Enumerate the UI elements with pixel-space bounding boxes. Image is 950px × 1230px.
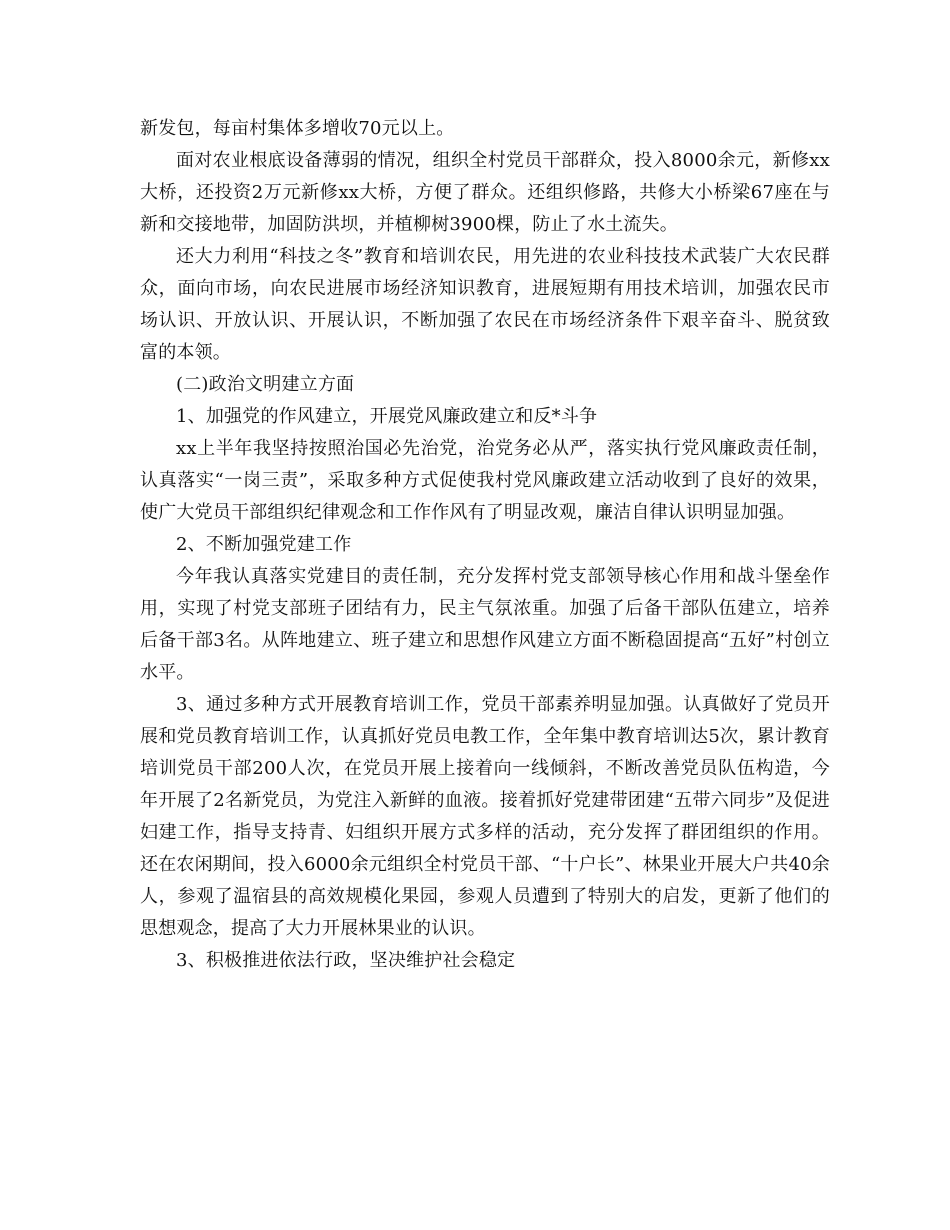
subsection-heading-2: 2、不断加强党建工作 [176,534,352,555]
paragraph-infrastructure: 面对农业根底设备薄弱的情况，组织全村党员干部群众，投入8000余元，新修xx大桥，还投资2万元新修xx大桥，方便了群众。还组织修路，共修大小桥梁67座在与新和交接地带，加固防洪坝，并植柳树3900棵，防止了水土流失。 [140,150,830,235]
paragraph-continuation: 新发包，每亩村集体多增收70元以上。 [140,118,455,139]
document-body [140,113,830,977]
section-heading-political: (二)政治文明建立方面 [176,374,355,395]
paragraph-party-building: 今年我认真落实党建目的责任制，充分发挥村党支部领导核心作用和战斗堡垒作用，实现了村党支部班子团结有力，民主气氛浓重。加强了后备干部队伍建立，培养后备干部3名。从阵地建立、班子建立和思想作风建立方面不断稳固提高“五好”村创立水平。 [140,566,830,683]
paragraph-party-conduct: xx上半年我坚持按照治国必先治党，治党务必从严，落实执行党风廉政责任制，认真落实“一岗三责”，采取多种方式促使我村党风廉政建立活动收到了良好的效果，使广大党员干部组织纪律观念和工作作风有了明显改观，廉洁自律认识明显加强。 [140,438,830,523]
paragraph-technology-training: 还大力利用“科技之冬”教育和培训农民，用先进的农业科技技术武装广大农民群众，面向市场，向农民进展市场经济知识教育，进展短期有用技术培训，加强农民市场认识、开放认识、开展认识，不断加强了农民在市场经济条件下艰辛奋斗、脱贫致富的本领。 [140,246,830,363]
paragraph-education-training: 3、通过多种方式开展教育培训工作，党员干部素养明显加强。认真做好了党员开展和党员教育培训工作，认真抓好党员电教工作，全年集中教育培训达5次，累计教育培训党员干部200人次，在党员开展上接着向一线倾斜，不断改善党员队伍构造，今年开展了2名新党员，为党注入新鲜的血液。接着抓好党建带团建“五带六同步”及促进妇建工作，指导支持青、妇组织开展方式多样的活动，充分发挥了群团组织的作用。还在农闲期间，投入6000余元组织全村党员干部、“十户长”、林果业开展大户共40余人，参观了温宿县的高效规模化果园，参观人员遭到了特别大的启发，更新了他们的思想观念，提高了大力开展林果业的认识。 [140,694,830,939]
subsection-heading-3: 3、积极推进依法行政，坚决维护社会稳定 [176,950,516,971]
subsection-heading-1: 1、加强党的作风建立，开展党风廉政建立和反*斗争 [176,406,598,427]
